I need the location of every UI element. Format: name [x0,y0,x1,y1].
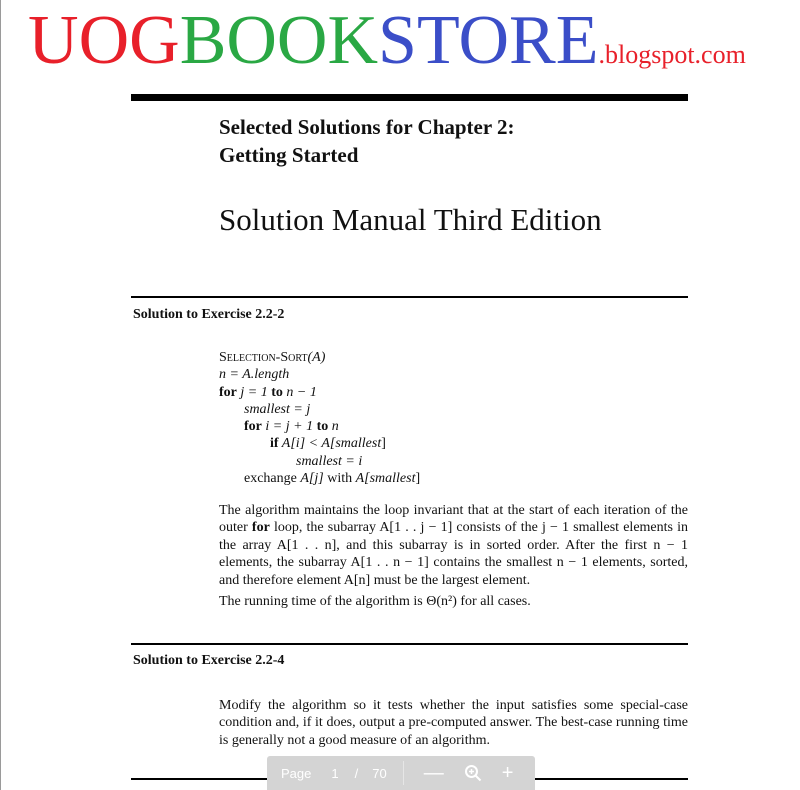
code-line: smallest = i [296,453,363,469]
page-subtitle: Solution Manual Third Edition [219,202,602,237]
chapter-title-line2: Getting Started [219,143,359,167]
banner-letter-o: O [78,2,130,79]
code-line: for j = 1 to n − 1 [219,384,317,400]
chapter-title [219,113,515,169]
section-title: Solution to Exercise 2.2-2 [133,307,285,322]
chapter-rule [131,94,688,101]
section-title: Solution to Exercise 2.2-4 [133,653,285,668]
banner-store: STORE [378,2,599,79]
banner-book: BOOK [179,2,379,79]
code-line: exchange A[j] with A[smallest] [244,471,421,487]
chapter-title-line1: Selected Solutions for Chapter 2: [219,115,515,139]
page-number-input[interactable]: 1 [331,765,339,781]
banner-domain: .blogspot.com [598,40,746,69]
page-label: Page [281,765,312,781]
pseudocode-block [219,349,420,487]
body-paragraph: Modify the algorithm so it tests whether the input satisfies some special-case condition and, if it does, output a pre-computed answer. The best-case running time is generally not a good measure of an algorithm. [219,698,688,748]
code-line: smallest = j [244,401,311,417]
page-separator: / [354,765,359,781]
code-line: if A[i] < A[smallest] [270,436,386,452]
body-paragraph: The running time of the algorithm is Θ(n²) for all cases. [219,594,531,609]
page-total: 70 [372,765,387,781]
code-line: Selection-Sort(A) [219,350,326,365]
toolbar-divider [403,761,404,785]
pdf-toolbar [267,756,535,790]
code-line: for i = j + 1 to n [244,419,339,435]
banner-letter-u: U [28,2,79,79]
section-rule [131,296,688,298]
code-line: n = A.length [219,367,290,383]
zoom-in-button[interactable]: + [501,761,514,784]
banner-letter-g: G [129,2,180,79]
zoom-out-button[interactable]: — [423,761,444,784]
zoom-icon[interactable] [464,764,482,782]
section-rule [131,643,688,645]
body-paragraph: The algorithm maintains the loop invariant that at the start of each iteration of the outer for loop, the subarray A[1 . . j − 1] consists of the j − 1 smallest elements in the array A[1 . . n], and this subarray is in sorted order. After the first n − 1 elements, the subarray A[1 . . n − 1] contains the smallest n − 1 elements, sorted, and therefore element A[n] must be the largest element. [219,503,689,588]
viewer-border [0,0,1,790]
site-banner[interactable] [28,2,746,79]
